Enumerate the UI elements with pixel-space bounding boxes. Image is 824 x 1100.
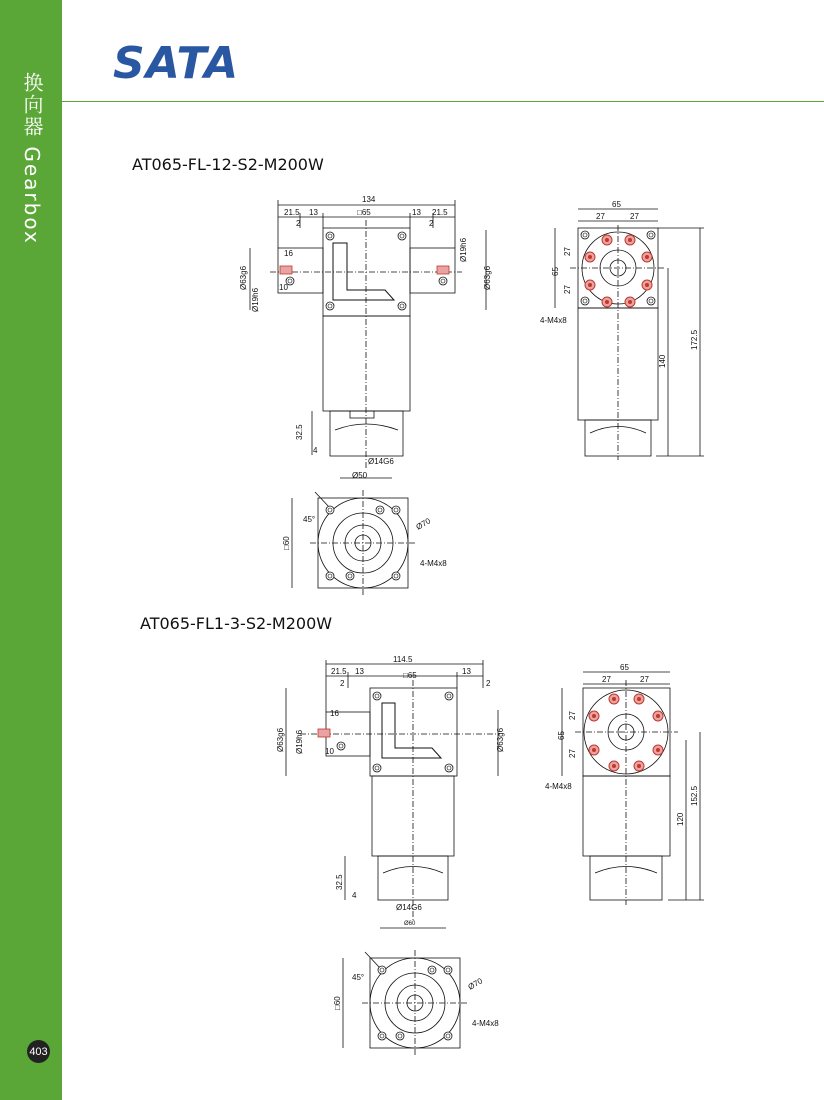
model-title-2: AT065-FL1-3-S2-M200W bbox=[140, 614, 333, 633]
model1-bottom-dims bbox=[282, 515, 447, 568]
dim-bore: Ø14G6 bbox=[368, 457, 394, 466]
model-title-1: AT065-FL-12-S2-M200W bbox=[132, 155, 324, 174]
m2-dim-2-left: 2 bbox=[340, 679, 345, 688]
dim-4: 4 bbox=[313, 446, 318, 455]
dim-13-right: 13 bbox=[412, 208, 421, 217]
front-height-140: 140 bbox=[658, 354, 667, 368]
model1-side-view bbox=[250, 200, 486, 478]
m2-dim-bore: Ø14G6 bbox=[396, 903, 422, 912]
model2-front-view bbox=[562, 672, 704, 905]
m2-front-screw: 4-M4x8 bbox=[545, 782, 572, 791]
m2-bottom-screw: 4-M4x8 bbox=[472, 1019, 499, 1028]
m2-dim-overall-width: 114.5 bbox=[393, 655, 413, 664]
m2-bottom-60: □60 bbox=[333, 996, 342, 1010]
bottom-70: Ø70 bbox=[414, 516, 433, 532]
model2-side-dims bbox=[276, 655, 505, 927]
m2-front-27b: 27 bbox=[640, 675, 649, 684]
m2-dim-key-dia-left: Ø19h6 bbox=[295, 729, 304, 754]
m2-front-27a: 27 bbox=[602, 675, 611, 684]
dim-2-right: 2 bbox=[429, 219, 434, 228]
m2-bottom-angle: 45° bbox=[352, 973, 365, 982]
dim-key-dia-left: Ø19h6 bbox=[251, 287, 260, 312]
front-27b: 27 bbox=[630, 212, 639, 221]
dim-32-5: 32.5 bbox=[295, 424, 304, 440]
model2-bottom-dims bbox=[333, 973, 499, 1028]
m2-dim-2-right: 2 bbox=[486, 679, 491, 688]
dim-shaft-right: Ø63g6 bbox=[483, 265, 492, 290]
dim-65: □65 bbox=[357, 208, 371, 217]
m2-dim-4: 4 bbox=[352, 891, 357, 900]
m2-front-65v: 65 bbox=[557, 731, 566, 740]
model1-front-view bbox=[555, 209, 704, 460]
dim-13-left: 13 bbox=[309, 208, 318, 217]
sata-logo: SATA bbox=[113, 38, 240, 89]
dim-overall-width: 134 bbox=[362, 195, 376, 204]
dim-pilot: Ø50 bbox=[352, 471, 368, 480]
model1-front-dims bbox=[540, 200, 699, 368]
front-width: 65 bbox=[612, 200, 621, 209]
m2-dim-key-length: 16 bbox=[330, 709, 339, 718]
m2-front-height-152-5: 152.5 bbox=[690, 785, 699, 806]
dim-key-length: 16 bbox=[284, 249, 293, 258]
m2-front-height-120: 120 bbox=[676, 812, 685, 826]
m2-bottom-70: Ø70 bbox=[466, 976, 485, 992]
m2-dim-13-right: 13 bbox=[462, 667, 471, 676]
m2-dim-shaft-right: Ø63g6 bbox=[496, 727, 505, 752]
m2-dim-10: 10 bbox=[325, 747, 334, 756]
sidebar-title: 换向器 Gearbox bbox=[20, 72, 44, 245]
dim-key-dia-right: Ø19h6 bbox=[459, 237, 468, 262]
front-height-172-5: 172.5 bbox=[690, 329, 699, 350]
m2-front-width: 65 bbox=[620, 663, 629, 672]
bottom-60: □60 bbox=[282, 536, 291, 550]
dim-21-5-right: 21.5 bbox=[432, 208, 448, 217]
model1-side-view-bolts bbox=[286, 232, 447, 310]
bottom-screw: 4-M4x8 bbox=[420, 559, 447, 568]
m2-dim-65: □65 bbox=[403, 671, 417, 680]
front-27d: 27 bbox=[563, 285, 572, 294]
dim-2-left: 2 bbox=[296, 219, 301, 228]
m2-front-27c: 27 bbox=[568, 711, 577, 720]
front-screw: 4-M4x8 bbox=[540, 316, 567, 325]
front-65v: 65 bbox=[551, 267, 560, 276]
bottom-angle: 45° bbox=[303, 515, 316, 524]
m2-dim-shaft-left: Ø63g6 bbox=[276, 727, 285, 752]
front-27a: 27 bbox=[596, 212, 605, 221]
page-number: 403 bbox=[27, 1040, 50, 1063]
dim-10: 10 bbox=[279, 283, 288, 292]
m2-dim-21-5: 21.5 bbox=[331, 667, 347, 676]
m2-dim-32-5: 32.5 bbox=[335, 874, 344, 890]
dim-21-5-left: 21.5 bbox=[284, 208, 300, 217]
dim-shaft-left: Ø63g6 bbox=[239, 265, 248, 290]
model2-front-dims bbox=[545, 663, 699, 826]
m2-dim-13-left: 13 bbox=[355, 667, 364, 676]
model2-side-view bbox=[286, 660, 500, 928]
front-27c: 27 bbox=[563, 247, 572, 256]
m2-front-27d: 27 bbox=[568, 749, 577, 758]
model1-side-dims bbox=[239, 195, 492, 480]
m2-dim-pilot: Ø60 bbox=[404, 921, 416, 927]
